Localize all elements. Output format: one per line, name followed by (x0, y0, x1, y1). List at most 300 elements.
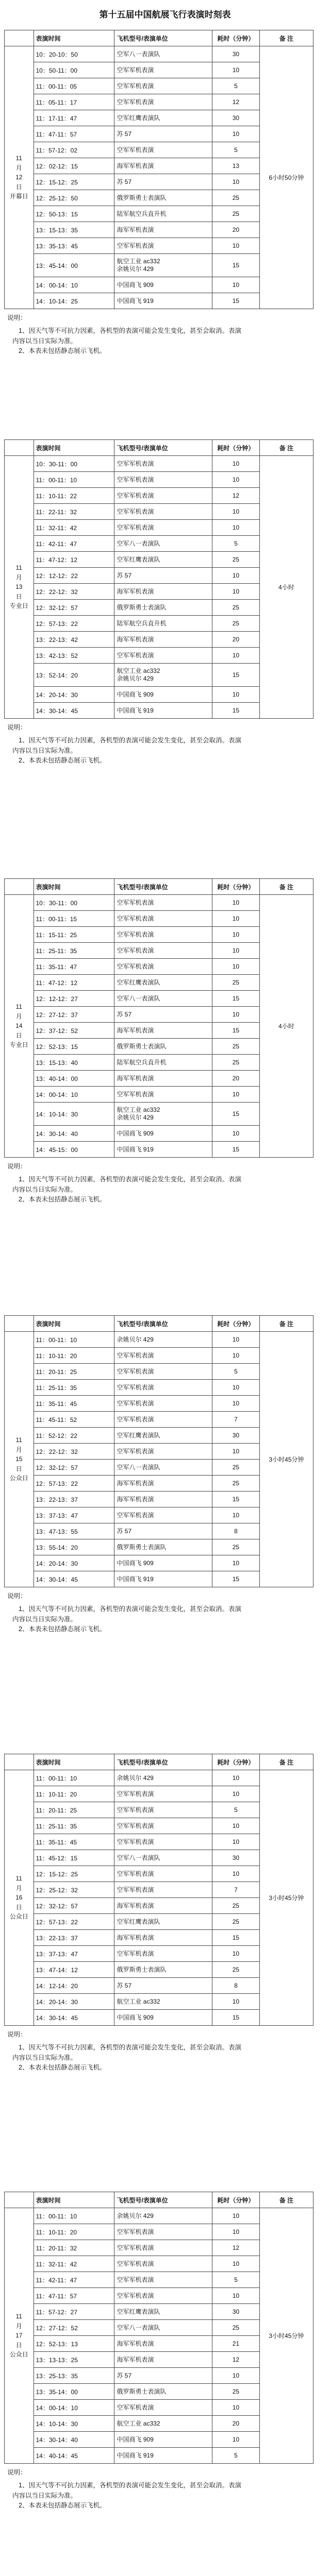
unit-cell (114, 1930, 212, 1946)
unit-cell (114, 975, 212, 991)
time-cell: 12：32-12：57 (34, 1898, 114, 1914)
time-cell: 12：22-12：32 (34, 1444, 114, 1460)
time-cell: 13：47-14：12 (34, 1962, 114, 1978)
duration-cell: 30 (212, 2304, 260, 2320)
unit-line: 余姚贝尔 429 (117, 675, 154, 682)
unit-line: 海军军机表演 (117, 1934, 154, 1941)
duration-cell: 10 (212, 895, 260, 911)
date-part: 13 (15, 583, 23, 591)
time-cell: 11：10-11：22 (34, 488, 114, 504)
unit-cell (114, 1023, 212, 1039)
duration-cell: 25 (212, 1039, 260, 1055)
duration-cell: 25 (212, 1539, 260, 1555)
date-part: 公众日 (9, 2351, 28, 2359)
duration-cell: 10 (212, 456, 260, 472)
unit-line: 空军红鹰表演队 (117, 114, 160, 122)
duration-cell: 15 (212, 991, 260, 1007)
duration-cell: 10 (212, 1946, 260, 1962)
unit-line: 陆军航空兵直升机 (117, 619, 167, 627)
unit-line: 空军军机表演 (117, 476, 154, 483)
time-cell: 10：30-11：00 (34, 895, 114, 911)
unit-cell (114, 456, 212, 472)
time-cell: 14：30-14：40 (34, 2432, 114, 2448)
date-part: 日 (15, 1031, 22, 1039)
unit-cell (114, 959, 212, 975)
unit-cell (114, 190, 212, 206)
unit-header: 飞机型号/表演单位 (114, 2192, 212, 2208)
unit-line: 空军军机表演 (117, 651, 154, 659)
date-part: 日 (15, 1465, 22, 1472)
unit-line: 余姚贝尔 429 (117, 1114, 154, 1121)
time-cell: 12：22-12：32 (34, 584, 114, 600)
unit-line: 海军军机表演 (117, 1495, 154, 1503)
duration-cell: 10 (212, 1348, 260, 1364)
unit-cell (114, 1103, 212, 1126)
time-cell: 13：47-13：55 (34, 1523, 114, 1539)
notes-block (4, 1587, 314, 1635)
unit-line: 空军八一表演队 (117, 1463, 160, 1471)
time-cell: 14：30-14：45 (34, 2010, 114, 2026)
unit-cell (114, 2304, 212, 2320)
unit-cell (114, 1523, 212, 1539)
time-header: 表演时间 (34, 30, 114, 46)
date-part: 11 (15, 2313, 22, 2320)
unit-line: 俄罗斯勇士表演队 (117, 603, 167, 611)
unit-line: 空军军机表演 (117, 1886, 154, 1893)
duration-cell: 10 (212, 1396, 260, 1412)
time-cell: 11：57-12：27 (34, 2304, 114, 2320)
date-header-cell (5, 440, 34, 456)
unit-line: 空军军机表演 (117, 66, 154, 74)
unit-cell (114, 1978, 212, 1994)
time-cell: 11：57-12：02 (34, 142, 114, 158)
notes-title: 说明： (7, 1592, 27, 1600)
unit-line: 空军军机表演 (117, 98, 154, 106)
time-cell: 14：10-14：30 (34, 2416, 114, 2432)
time-cell: 11：20-11：32 (34, 2240, 114, 2256)
time-cell: 11：10-11：20 (34, 2224, 114, 2240)
time-cell: 14：40-14：45 (34, 2448, 114, 2464)
duration-cell: 10 (212, 648, 260, 664)
unit-cell (114, 2256, 212, 2272)
duration-cell: 10 (212, 2368, 260, 2384)
day-section (4, 878, 314, 1205)
date-header-cell (5, 30, 34, 46)
time-cell: 10：50-11：00 (34, 62, 114, 78)
schedule-table (4, 878, 314, 1158)
time-cell: 13：15-13：40 (34, 1055, 114, 1071)
unit-header: 飞机型号/表演单位 (114, 1316, 212, 1332)
unit-cell (114, 520, 212, 536)
time-cell: 11：25-11：35 (34, 943, 114, 959)
unit-cell (114, 2288, 212, 2304)
time-cell: 14：30-14：45 (34, 703, 114, 719)
time-cell: 13：37-13：47 (34, 1507, 114, 1523)
remark-cell: 3小时45分钟 (259, 2208, 313, 2464)
date-part: 日 (15, 1903, 22, 1911)
unit-line: 空军军机表演 (117, 523, 154, 531)
time-cell: 12：15-12：25 (34, 1866, 114, 1882)
duration-cell: 5 (212, 78, 260, 94)
table-row (5, 456, 314, 472)
notes-block (4, 2464, 314, 2511)
duration-cell: 10 (212, 520, 260, 536)
unit-header: 飞机型号/表演单位 (114, 30, 212, 46)
time-cell: 14：00-14：10 (34, 2400, 114, 2416)
unit-line: 苏 57 (117, 130, 132, 138)
unit-header: 飞机型号/表演单位 (114, 1754, 212, 1770)
unit-cell (114, 1571, 212, 1587)
duration-header: 耗时（分钟） (212, 2192, 260, 2208)
unit-line: 空军军机表演 (117, 1415, 154, 1423)
duration-cell: 8 (212, 1523, 260, 1539)
duration-cell: 10 (212, 911, 260, 927)
unit-cell (114, 911, 212, 927)
time-cell: 11：32-11：42 (34, 2256, 114, 2272)
unit-line: 航空工业 ac332 (117, 1106, 160, 1113)
note-line: 1、因天气等不可抗力因素，各机型的表演可能会发生变化，甚至会取消。表演 (19, 1176, 241, 1183)
duration-cell: 13 (212, 158, 260, 174)
unit-cell (114, 1087, 212, 1103)
unit-line: 空军红鹰表演队 (117, 978, 160, 986)
unit-line: 空军军机表演 (117, 914, 154, 922)
unit-header: 飞机型号/表演单位 (114, 440, 212, 456)
duration-cell: 25 (212, 1898, 260, 1914)
date-part: 11 (15, 564, 22, 572)
day-section (4, 30, 314, 357)
date-part: 日 (15, 183, 22, 191)
note-line: 2、本表未包括静态展示飞机。 (19, 2064, 106, 2072)
unit-cell (114, 1994, 212, 2010)
unit-line: 俄罗斯勇士表演队 (117, 1965, 167, 1973)
date-part: 11 (15, 1003, 22, 1011)
unit-line: 空军军机表演 (117, 82, 154, 90)
remark-header: 备 注 (259, 1316, 313, 1332)
unit-line: 空军红鹰表演队 (117, 2308, 160, 2315)
unit-line: 空军军机表演 (117, 146, 154, 154)
date-part: 15 (15, 1455, 23, 1463)
unit-line: 空军军机表演 (117, 1806, 154, 1814)
unit-line: 空军军机表演 (117, 242, 154, 249)
date-part: 12 (15, 174, 23, 181)
notes-block (4, 719, 314, 766)
date-cell (5, 1770, 34, 2026)
time-cell: 14：00-14：10 (34, 1087, 114, 1103)
duration-cell: 30 (212, 110, 260, 126)
time-cell: 11：20-11：25 (34, 1802, 114, 1818)
time-cell: 12：57-13：22 (34, 1914, 114, 1930)
duration-cell: 25 (212, 1914, 260, 1930)
note-line: 1、因天气等不可抗力因素，各机型的表演可能会发生变化，甚至会取消。表演 (19, 327, 241, 335)
date-part: 日 (15, 2341, 22, 2349)
unit-cell (114, 1332, 212, 1348)
duration-cell: 15 (212, 1103, 260, 1126)
unit-line: 余姚贝尔 429 (117, 1774, 154, 1782)
duration-cell: 10 (212, 174, 260, 190)
time-cell: 12：12-12：22 (34, 568, 114, 584)
duration-cell: 20 (212, 222, 260, 238)
unit-cell (114, 943, 212, 959)
unit-cell (114, 293, 212, 309)
note-line: 1、因天气等不可抗力因素，各机型的表演可能会发生变化，甚至会取消。表演 (19, 1605, 241, 1613)
unit-line: 空军红鹰表演队 (117, 555, 160, 563)
duration-header: 耗时（分钟） (212, 879, 260, 895)
unit-line: 中国商飞 919 (117, 706, 154, 714)
unit-cell (114, 2224, 212, 2240)
unit-cell (114, 2336, 212, 2352)
unit-cell (114, 568, 212, 584)
unit-line: 航空工业 ac332 (117, 2419, 160, 2427)
unit-line: 中国商飞 909 (117, 690, 154, 698)
unit-cell (114, 46, 212, 62)
duration-cell: 25 (212, 552, 260, 568)
unit-line: 余姚贝尔 429 (117, 265, 154, 273)
time-cell: 14：20-14：30 (34, 687, 114, 703)
time-cell: 13：37-13：47 (34, 1946, 114, 1962)
duration-cell: 10 (212, 1444, 260, 1460)
note-line: 内容以当日实际为准。 (12, 2054, 77, 2061)
date-part: 日 (15, 592, 22, 600)
time-cell: 11：47-12：12 (34, 552, 114, 568)
remark-cell: 3小时45分钟 (259, 1770, 313, 2026)
unit-cell (114, 1428, 212, 1444)
time-cell: 11：35-11：45 (34, 1396, 114, 1412)
unit-line: 航空工业 ac332 (117, 258, 160, 265)
unit-cell (114, 2448, 212, 2464)
time-cell: 12：57-13：22 (34, 1476, 114, 1492)
duration-cell: 10 (212, 2208, 260, 2224)
duration-cell: 5 (212, 142, 260, 158)
time-cell: 13：40-14：00 (34, 1071, 114, 1087)
unit-cell (114, 238, 212, 254)
unit-cell (114, 472, 212, 488)
table-header-row (5, 30, 314, 46)
note-line: 内容以当日实际为准。 (12, 747, 77, 754)
duration-cell: 10 (212, 1834, 260, 1850)
time-cell: 11：47-11：57 (34, 126, 114, 142)
duration-cell: 25 (212, 616, 260, 632)
duration-cell: 8 (212, 1978, 260, 1994)
time-cell: 13：15-13：35 (34, 222, 114, 238)
time-cell: 13：22-13：42 (34, 632, 114, 648)
date-part: 公众日 (9, 1913, 28, 1921)
time-cell: 11：00-11：10 (34, 2208, 114, 2224)
duration-cell: 10 (212, 1866, 260, 1882)
date-header-cell (5, 1316, 34, 1332)
duration-cell: 15 (212, 1142, 260, 1158)
duration-header: 耗时（分钟） (212, 440, 260, 456)
duration-cell: 10 (212, 687, 260, 703)
unit-line: 航空工业 ac332 (117, 1997, 160, 2005)
time-cell: 13：13-13：25 (34, 2352, 114, 2368)
unit-line: 海军军机表演 (117, 162, 154, 170)
date-cell (5, 456, 34, 719)
day-section (4, 439, 314, 766)
time-cell: 13：22-13：37 (34, 1492, 114, 1507)
unit-line: 空军红鹰表演队 (117, 1431, 160, 1439)
unit-line: 空军军机表演 (117, 1447, 154, 1455)
time-cell: 11：00-11：10 (34, 1770, 114, 1786)
unit-line: 空军军机表演 (117, 946, 154, 954)
unit-cell (114, 1039, 212, 1055)
duration-cell: 12 (212, 2240, 260, 2256)
time-cell: 11：00-11：15 (34, 911, 114, 927)
time-cell: 10：30-11：00 (34, 456, 114, 472)
unit-cell (114, 895, 212, 911)
date-cell (5, 895, 34, 1158)
page-title: 第十五届中国航展飞行表演时刻表 (99, 10, 231, 20)
day-section (4, 1754, 314, 2073)
time-cell: 11：42-11：47 (34, 536, 114, 552)
date-part: 月 (15, 1884, 22, 1892)
time-cell: 11：15-11：25 (34, 927, 114, 943)
unit-cell (114, 552, 212, 568)
duration-cell: 15 (212, 2010, 260, 2026)
unit-line: 海军军机表演 (117, 587, 154, 595)
unit-cell (114, 1380, 212, 1396)
unit-cell (114, 2240, 212, 2256)
duration-cell: 5 (212, 536, 260, 552)
unit-cell (114, 1946, 212, 1962)
day-section (4, 2192, 314, 2511)
duration-cell: 10 (212, 943, 260, 959)
table-row (5, 46, 314, 62)
unit-cell (114, 1818, 212, 1834)
duration-cell: 15 (212, 664, 260, 687)
date-header-cell (5, 2192, 34, 2208)
duration-cell: 10 (212, 472, 260, 488)
remark-cell: 3小时45分钟 (259, 1332, 313, 1587)
date-part: 公众日 (9, 1475, 28, 1482)
unit-line: 空军军机表演 (117, 2244, 154, 2251)
date-part: 16 (15, 1894, 23, 1902)
duration-cell: 10 (212, 1332, 260, 1348)
unit-line: 中国商飞 919 (117, 1575, 154, 1583)
note-line: 1、因天气等不可抗力因素，各机型的表演可能会发生变化，甚至会取消。表演 (19, 2482, 241, 2489)
duration-cell: 25 (212, 190, 260, 206)
schedule-table (4, 1754, 314, 2026)
duration-cell: 10 (212, 2288, 260, 2304)
unit-cell (114, 222, 212, 238)
duration-cell: 10 (212, 927, 260, 943)
unit-line: 中国商飞 909 (117, 1129, 154, 1137)
unit-cell (114, 1460, 212, 1476)
duration-cell: 15 (212, 1023, 260, 1039)
unit-line: 空军军机表演 (117, 460, 154, 467)
duration-cell: 10 (212, 1786, 260, 1802)
date-part: 专业日 (9, 602, 28, 610)
duration-cell: 10 (212, 1126, 260, 1142)
duration-cell: 20 (212, 632, 260, 648)
unit-line: 空军军机表演 (117, 492, 154, 499)
time-header: 表演时间 (34, 1754, 114, 1770)
unit-cell (114, 1444, 212, 1460)
unit-line: 空军八一表演队 (117, 539, 160, 547)
duration-cell: 7 (212, 1882, 260, 1898)
duration-cell: 15 (212, 1930, 260, 1946)
unit-line: 俄罗斯勇士表演队 (117, 194, 167, 201)
time-cell: 13：35-14：00 (34, 2384, 114, 2400)
duration-cell: 5 (212, 2448, 260, 2464)
date-part: 11 (15, 1436, 22, 1444)
day-section (4, 1315, 314, 1635)
time-cell: 11：45-12：15 (34, 1850, 114, 1866)
duration-cell: 10 (212, 1555, 260, 1571)
time-cell: 11：25-11：35 (34, 1380, 114, 1396)
duration-cell: 12 (212, 94, 260, 110)
time-cell: 13：22-13：37 (34, 1930, 114, 1946)
unit-line: 余姚贝尔 429 (117, 1335, 154, 1343)
unit-line: 苏 57 (117, 1527, 132, 1535)
unit-cell (114, 2432, 212, 2448)
unit-line: 苏 57 (117, 571, 132, 579)
unit-cell (114, 703, 212, 719)
time-cell: 14：30-14：40 (34, 1126, 114, 1142)
unit-line: 空军军机表演 (117, 962, 154, 970)
time-cell: 12：27-12：37 (34, 1007, 114, 1023)
unit-line: 海军军机表演 (117, 2340, 154, 2347)
duration-cell: 30 (212, 1428, 260, 1444)
notes-title: 说明： (7, 724, 27, 731)
duration-cell: 10 (212, 504, 260, 520)
remark-cell: 4小时 (259, 456, 313, 719)
duration-cell: 10 (212, 2224, 260, 2240)
time-cell: 11：47-12：12 (34, 975, 114, 991)
remark-header: 备 注 (259, 440, 313, 456)
time-cell: 11：17-11：47 (34, 110, 114, 126)
unit-cell (114, 1507, 212, 1523)
duration-cell: 10 (212, 1087, 260, 1103)
time-cell: 10：20-10：50 (34, 46, 114, 62)
unit-cell (114, 1786, 212, 1802)
unit-cell (114, 927, 212, 943)
unit-line: 苏 57 (117, 2371, 132, 2379)
time-cell: 13：42-13：52 (34, 648, 114, 664)
time-cell: 11：00-11：05 (34, 78, 114, 94)
unit-cell (114, 2384, 212, 2400)
unit-line: 空军军机表演 (117, 1790, 154, 1798)
duration-cell: 10 (212, 1818, 260, 1834)
time-cell: 12：50-13：15 (34, 206, 114, 222)
unit-line: 空军军机表演 (117, 507, 154, 515)
duration-cell: 10 (212, 1380, 260, 1396)
unit-cell (114, 158, 212, 174)
note-line: 内容以当日实际为准。 (12, 1615, 77, 1623)
unit-line: 空军军机表演 (117, 1351, 154, 1359)
unit-cell (114, 2368, 212, 2384)
unit-cell (114, 991, 212, 1007)
duration-cell: 10 (212, 1007, 260, 1023)
unit-cell (114, 1412, 212, 1428)
time-cell: 12：32-12：57 (34, 1460, 114, 1476)
notes-title: 说明： (7, 2469, 27, 2476)
date-header-cell (5, 879, 34, 895)
time-cell: 13：25-13：35 (34, 2368, 114, 2384)
duration-cell: 30 (212, 1850, 260, 1866)
time-cell: 12：32-12：57 (34, 600, 114, 616)
unit-line: 中国商飞 909 (117, 2013, 154, 2021)
note-line: 内容以当日实际为准。 (12, 2492, 77, 2499)
schedule-table (4, 1315, 314, 1587)
date-part: 17 (15, 2332, 23, 2340)
unit-line: 空军军机表演 (117, 1399, 154, 1407)
time-cell: 13：45-14：00 (34, 254, 114, 277)
remark-header: 备 注 (259, 30, 313, 46)
note-line: 2、本表未包括静态展示飞机。 (19, 2502, 106, 2510)
unit-line: 空军军机表演 (117, 1870, 154, 1877)
unit-cell (114, 504, 212, 520)
unit-cell (114, 1866, 212, 1882)
